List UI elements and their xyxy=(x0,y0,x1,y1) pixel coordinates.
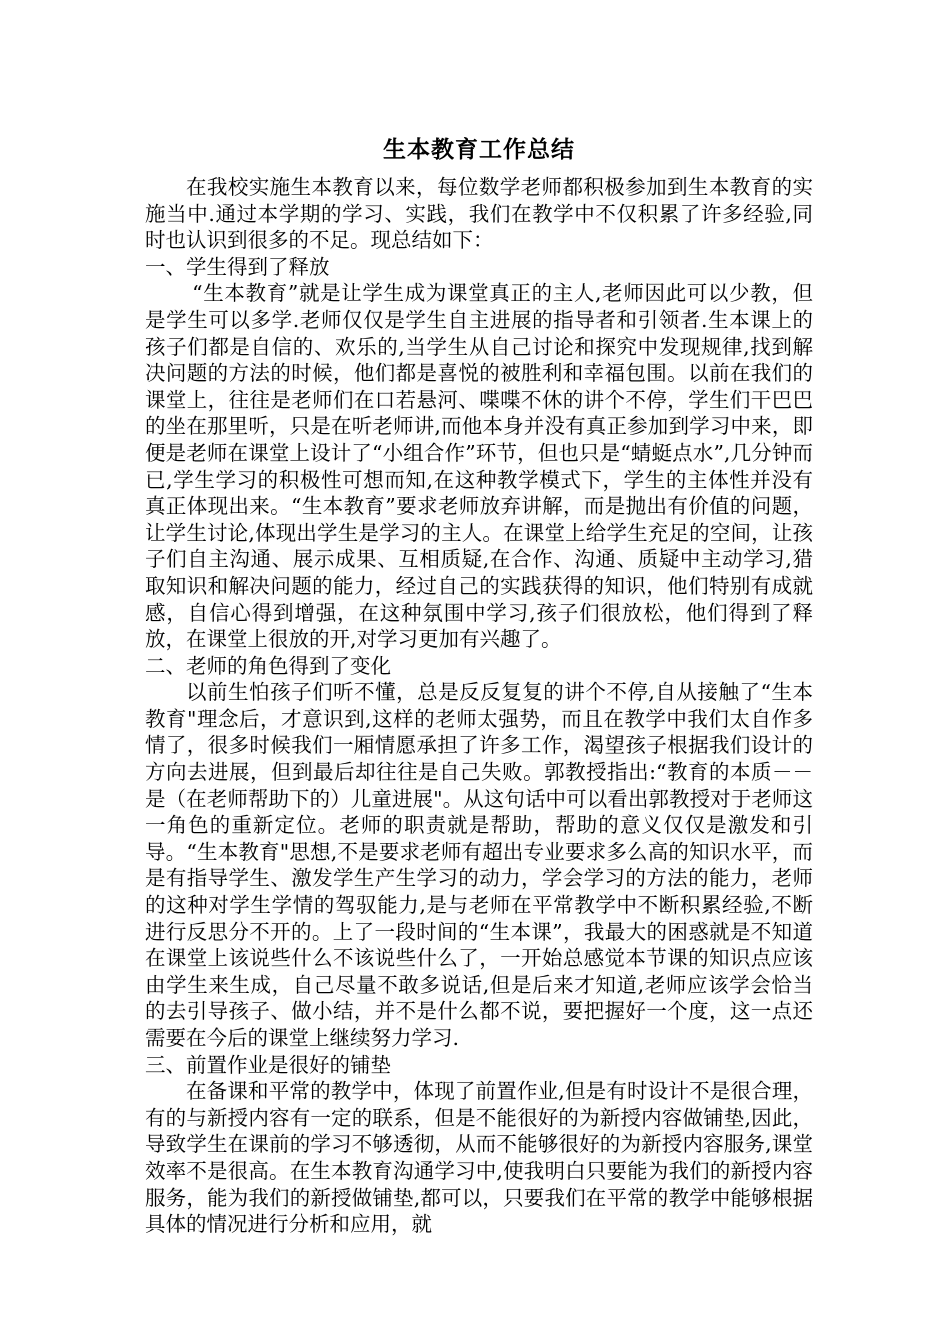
section-1-heading: 一、学生得到了释放 xyxy=(145,254,330,279)
section-2-paragraph: 以前生怕孩子们听不懂，总是反反复复的讲个不停,自从接触了“生本教育"理念后，才意识到,这样的老师太强势，而且在教学中我们太自作多情了，很多时候我们一厢情愿承担了许多工作，渴望孩子根据我们设计的方向去进展，但到最后却往往是自己失败。郭教授指出:“教育的本质－－是（在老师帮助下的）儿童进展"。从这句话中可以看出郭教授对于老师这一角色的重新定位。老师的职责就是帮助，帮助的意义仅仅是激发和引导。“生本教育"思想,不是要求老师有超出专业要求多么高的知识水平，而是有指导学生、激发学生产生学习的动力，学会学习的方法的能力，老师的这种对学生学情的驾驭能力,是与老师在平常教学中不断积累经验,不断进行反思分不开的。上了一段时间的“生本课”，我最大的困惑就是不知道在课堂上该说些什么不该说些什么了，一开始总感觉本节课的知识点应该由学生来生成，自己尽量不敢多说话,但是后来才知道,老师应该学会恰当的去引导孩子、做小结，并不是什么都不说，要把握好一个度，这一点还需要在今后的课堂上继续努力学习. xyxy=(145,680,813,1050)
section-2-heading: 二、老师的角色得到了变化 xyxy=(145,653,391,678)
section-1-paragraph: “生本教育”就是让学生成为课堂真正的主人,老师因此可以少教，但是学生可以多学.老师仅仅是学生自主进展的指导者和引领者.生本课上的孩子们都是自信的、欢乐的,当学生从自己讨论和探究中发现规律,找到解决问题的方法的时候，他们都是喜悦的被胜利和幸福包围。以前在我们的课堂上，往往是老师们在口若悬河、喋喋不休的讲个不停，学生们干巴巴的坐在那里听，只是在听老师讲,而他本身并没有真正参加到学习中来，即便是老师在课堂上设计了“小组合作”环节，但也只是“蜻蜓点水”,几分钟而已,学生学习的积极性可想而知,在这种教学模式下，学生的主体性并没有真正体现出来。“生本教育”要求老师放弃讲解，而是抛出有价值的问题，让学生讨论,体现出学生是学习的主人。在课堂上给学生充足的空间，让孩子们自主沟通、展示成果、互相质疑,在合作、沟通、质疑中主动学习,猎取知识和解决问题的能力，经过自己的实践获得的知识，他们特别有成就感，自信心得到增强，在这种氛围中学习,孩子们很放松，他们得到了释放，在课堂上很放的开,对学习更加有兴趣了。 xyxy=(145,281,813,652)
section-3-heading: 三、前置作业是很好的铺垫 xyxy=(145,1052,391,1077)
section-3-paragraph: 在备课和平常的教学中，体现了前置作业,但是有时设计不是很合理，有的与新授内容有一定的联系，但是不能很好的为新授内容做铺垫,因此，导致学生在课前的学习不够透彻，从而不能够很好的为新授内容服务,课堂效率不是很高。在生本教育沟通学习中,使我明白只要能为我们的新授内容服务，能为我们的新授做铺垫,都可以，只要我们在平常的教学中能够根据具体的情况进行分析和应用，就 xyxy=(145,1079,813,1237)
document-title: 生本教育工作总结 xyxy=(383,136,575,163)
intro-paragraph: 在我校实施生本教育以来，每位数学老师都积极参加到生本教育的实施当中.通过本学期的学习、实践，我们在教学中不仅积累了许多经验,同时也认识到很多的不足。现总结如下： xyxy=(145,175,813,253)
document-page xyxy=(145,134,813,1238)
